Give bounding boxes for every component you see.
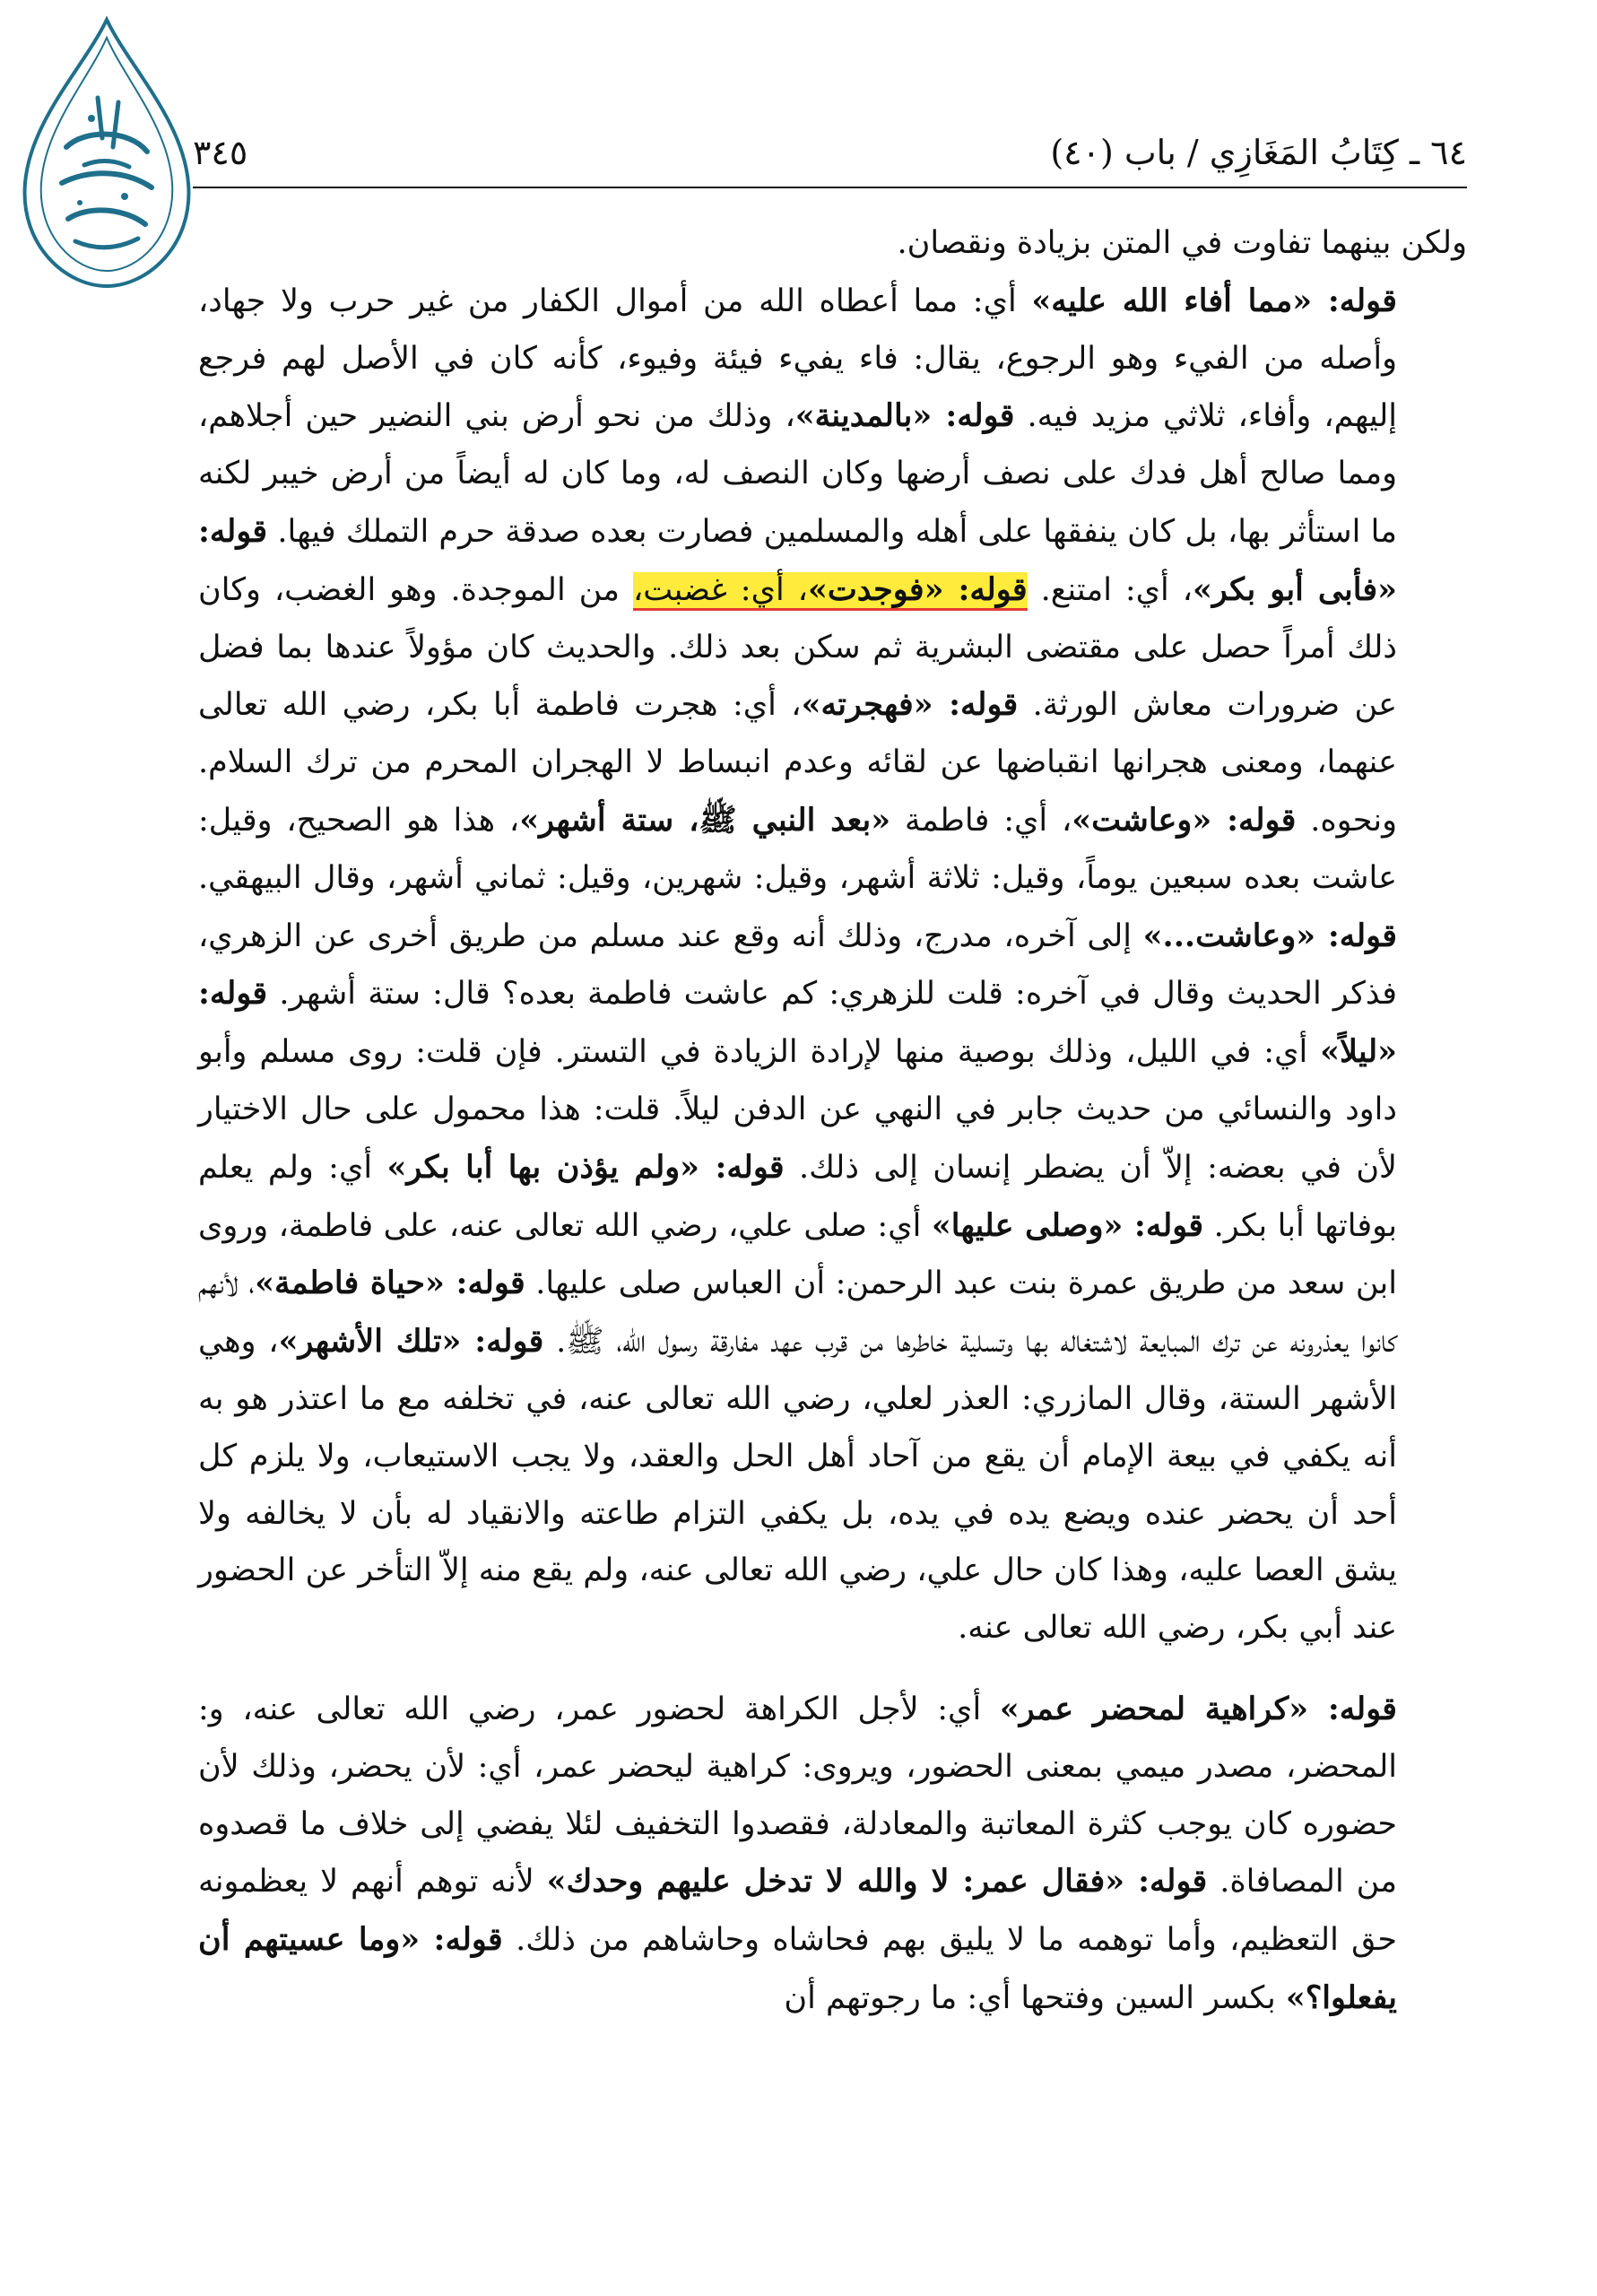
text-segment: بكسر السين وفتحها أي: ما رجوتهم أن bbox=[784, 1979, 1286, 2016]
keyword: قوله: «وما عسيتهم أن يفعلوا؟» bbox=[198, 1921, 1397, 2016]
text-segment: ، هذا هو الصحيح، وقيل: عاشت بعده سبعين يوماً، وقيل: ثلاثة أشهر، وقيل: شهرين، وقيل: ثماني أشهر، وقال البيهقي. bbox=[198, 802, 1397, 896]
keyword: «بعد النبي ﷺ، ستة أشهر» bbox=[519, 801, 891, 839]
page-body bbox=[198, 215, 1467, 2028]
keyword: قوله: «ولم يؤذن بها أبا بكر» bbox=[386, 1148, 785, 1186]
text-segment: إلى آخره، مدرج، وذلك أنه وقع عند مسلم من طريق أخرى عن الزهري، فذكر الحديث وقال في آخره: قلت للزهري: كم عاشت فاطمة بعده؟ قال: ستة أشهر. bbox=[198, 918, 1397, 1013]
text-segment: أي: لأجل الكراهة لحضور عمر، رضي الله تعالى عنه، و: المحضر، مصدر ميمي بمعنى الحضور، ويروى: كراهية ليحضر عمر، أي: لأن يحضر، وذلك لأن حضوره كان يوجب كثرة المعاتبة والمعادلة، فقصدوا التخفيف لئلا يفضي إلى خلاف ما قصدوه من المصافاة. bbox=[198, 1691, 1398, 1900]
text-segment: أي: مما أعطاه الله من أموال الكفار من غير حرب ولا جهاد، وأصله من الفيء وهو الرجوع، يقال: فاء يفيء فيئة وفيوء، كأنه كان في الأصل لهم فرجع إليهم، وأفاء، ثلاثي مزيد فيه. bbox=[198, 283, 1398, 435]
text-segment: ولكن بينهما تفاوت في المتن بزيادة ونقصان. bbox=[897, 225, 1467, 261]
text-segment: ، أي: امتنع. bbox=[1027, 571, 1193, 608]
text-segment: أي: في الليل، وذلك بوصية منها لإرادة الزيادة في التستر. فإن قلت: روى مسلم وأبو داود والنسائي من حديث جابر في النهي عن الدفن ليلاً. قلت: هذا محمول على حال الاختيار لأن في بعضه: إلاّ أن يضطر إنسان إلى ذلك. bbox=[198, 1034, 1398, 1186]
text-segment: ، وهي الأشهر الستة، وقال المازري: العذر لعلي، رضي الله تعالى عنه، في تخلفه مع ما اعتذر هو به أنه يكفي في بيعة الإمام أن يقع من آحاد أهل الحل والعقد، ولا يجب الاستيعاب، ولا يلزم كل أحد أن يحضر عنده ويضع يده في يده، بل يكفي التزام طاعته والانقياد له بأن لا يخالفه ولا يشق العصا عليه، وهذا كان حال علي، رضي الله تعالى عنه، ولم يقع منه إلاّ التأخر عن الحضور عند أبي بكر، رضي الله تعالى عنه. bbox=[198, 1324, 1397, 1647]
keyword: قوله: «مما أفاء الله عليه» bbox=[1031, 282, 1397, 319]
keyword: قوله: «وصلى عليها» bbox=[931, 1206, 1204, 1244]
header-divider bbox=[193, 187, 1467, 188]
keyword: قوله: «فأبى أبو بكر» bbox=[198, 512, 1398, 608]
text-segment: ، أي: غضبت، bbox=[632, 571, 808, 608]
keyword: قوله: «ليلاً» bbox=[198, 975, 1397, 1071]
paragraph-1 bbox=[198, 215, 1467, 273]
running-header-title: ٦٤ ـ كِتَابُ المَغَازِي / باب (٤٠) bbox=[1050, 133, 1467, 172]
paragraph-3 bbox=[198, 1681, 1467, 2028]
highlighted-phrase bbox=[633, 572, 1028, 611]
keyword: قوله: «فهجرته» bbox=[801, 686, 1019, 724]
keyword: قوله: «فقال عمر: لا والله لا تدخل عليهم وحدك» bbox=[546, 1863, 1208, 1900]
text-segment: ، أي: هجرت فاطمة أبا بكر، رضي الله تعالى عنهما، ومعنى هجرانها انقباضها عن لقائه وعدم انبساط لا الهجران المحرم من ترك السلام. ونحوه. bbox=[198, 687, 1397, 839]
text-segment: أي: ولم يعلم بوفاتها أبا بكر. bbox=[198, 1149, 1397, 1244]
keyword: قوله: «تلك الأشهر» bbox=[278, 1323, 544, 1361]
page-header bbox=[193, 126, 1467, 188]
keyword: قوله: «وعاشت» bbox=[1072, 801, 1297, 839]
paragraph-2 bbox=[198, 273, 1467, 1657]
text-segment: ، وذلك من نحو أرض بني النضير حين أجلاهم، ومما صالح أهل فدك على نصف أرضها وكان النصف له، وما كان له أيضاً من أرض خيبر لكنه ما استأثر بها، بل كان ينفقها على أهله والمسلمين فصارت بعده صدقة حرم التملك فيها. bbox=[198, 398, 1398, 550]
text-segment: ، لأنهم كانوا يعذرونه عن ترك المبايعة لاشتغاله بها وتسلية خاطرها من قرب عهد مفارقة رسول الله، ﷺ. bbox=[198, 1265, 1398, 1361]
keyword: قوله: «وعاشت...» bbox=[1142, 917, 1397, 954]
keyword: قوله: «بالمدينة» bbox=[794, 397, 1015, 435]
keyword: قوله: «فوجدت» bbox=[807, 570, 1028, 608]
text-segment: لأنه توهم أنهم لا يعظمونه حق التعظيم، وأما توهمه ما لا يليق بهم فحاشاه وحاشاهم من ذلك. bbox=[198, 1864, 1397, 1959]
keyword: قوله: «كراهية لمحضر عمر» bbox=[999, 1690, 1398, 1727]
keyword: قوله: «حياة فاطمة» bbox=[255, 1265, 525, 1302]
calligraphy-drop-logo-icon bbox=[13, 13, 201, 300]
text-segment: أي: صلى علي، رضي الله تعالى عنه، على فاطمة، وروى ابن سعد من طريق عمرة بنت عبد الرحمن: أن العباس صلى عليها. bbox=[198, 1207, 1397, 1302]
text-segment: من الموجدة. وهو الغضب، وكان ذلك أمراً حصل على مقتضى البشرية ثم سكن بعد ذلك. والحديث كان مؤولاً عندها بما فضل عن ضرورات معاش الورثة. bbox=[198, 571, 1397, 724]
page-number: ٣٤٥ bbox=[193, 133, 248, 172]
text-segment: ، أي: فاطمة bbox=[890, 802, 1072, 839]
logo-graphic bbox=[13, 13, 201, 300]
